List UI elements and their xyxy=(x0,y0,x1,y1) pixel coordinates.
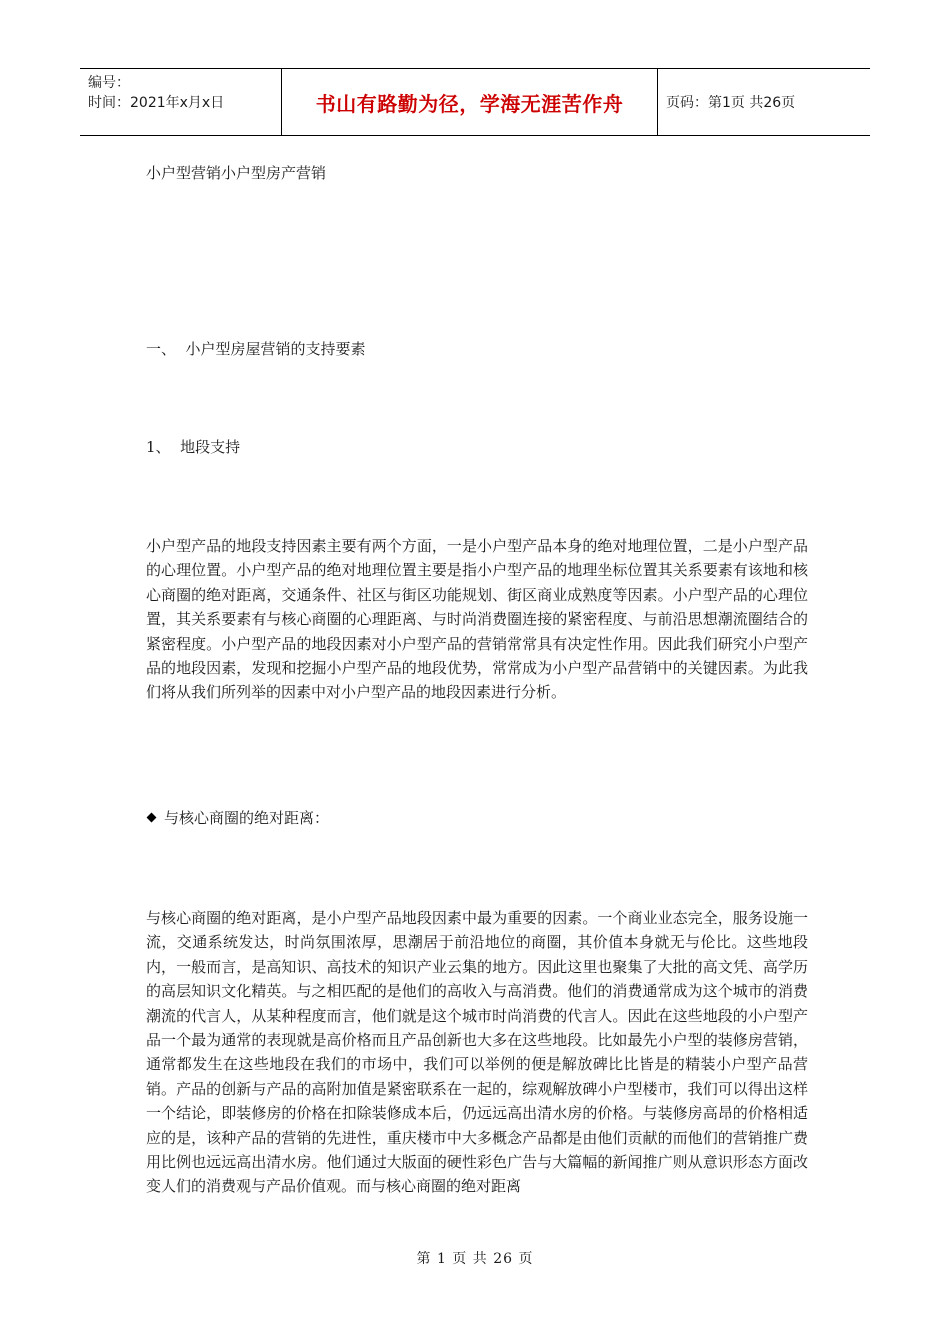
page-footer: 第 1 页 共 26 页 xyxy=(416,1251,534,1267)
header-page-label: 页码：第1页 共26页 xyxy=(666,95,796,111)
subsection-heading: 1、 地段支持 xyxy=(146,438,241,456)
time-label: 时间：2021年x月x日 xyxy=(88,95,225,111)
header-page-cell xyxy=(658,69,870,135)
paragraph-location-factors: 小户型产品的地段支持因素主要有两个方面，一是小户型产品本身的绝对地理位置，二是小户型产品的心理位置。小户型产品的绝对地理位置主要是指小户型产品的地理坐标位置其关系要素有该地和核心商圈的绝对距离，交通条件、社区与街区功能规划、街区商业成熟度等因素。小户型产品的心理位置，其关系要素有与核心商圈的心理距离、与时尚消费圈连接的紧密程度、与前沿思想潮流圈结合的紧密程度。小户型产品的地段因素对小户型产品的营销常常具有决定性作用。因此我们研究小户型产品的地段因素，发现和挖掘小户型产品的地段优势，常常成为小户型产品营销中的关键因素。为此我们将从我们所列举的因素中对小户型产品的地段因素进行分析。 xyxy=(146,537,808,702)
diamond-bullet-icon xyxy=(147,813,157,823)
bullet-text: 与核心商圈的绝对距离： xyxy=(164,809,330,827)
document-title: 小户型营销小户型房产营销 xyxy=(146,164,327,182)
number-label: 编号： xyxy=(88,75,130,91)
section-heading: 一、 小户型房屋营销的支持要素 xyxy=(146,340,366,358)
paragraph-core-distance: 与核心商圈的绝对距离，是小户型产品地段因素中最为重要的因素。一个商业业态完全，服务设施一流，交通系统发达，时尚氛围浓厚，思潮居于前沿地位的商圈，其价值本身就无与伦比。这些地段内，一般而言，是高知识、高技术的知识产业云集的地方。因此这里也聚集了大批的高文凭、高学历的高层知识文化精英。与之相匹配的是他们的高收入与高消费。他们的消费通常成为这个城市的消费潮流的代言人，从某种程度而言，他们就是这个城市时尚消费的代言人。因此在这些地段的小户型产品一个最为通常的表现就是高价格而且产品创新也大多在这些地段。比如最先小户型的装修房营销，通常都发生在这些地段在我们的市场中，我们可以举例的便是解放碑比比皆是的精装小户型产品营销。产品的创新与产品的高附加值是紧密联系在一起的，综观解放碑小户型楼市，我们可以得出这样一个结论，即装修房的价格在扣除装修成本后，仍远远高出清水房的价格。与装修房高昂的价格相适应的是，该种产品的营销的先进性，重庆楼市中大多概念产品都是由他们贡献的而他们的营销推广费用比例也远远高出清水房。他们通过大版面的硬性彩色广告与大篇幅的新闻推广则从意识形态方面改变人们的消费观与产品价值观。而与核心商圈的绝对距离 xyxy=(146,909,808,1196)
header-motto-cell xyxy=(282,69,658,135)
header-table xyxy=(80,68,870,136)
header-motto: 书山有路勤为径，学海无涯苦作舟 xyxy=(315,91,624,116)
header-meta-cell xyxy=(80,69,282,135)
bullet-item xyxy=(148,807,329,828)
